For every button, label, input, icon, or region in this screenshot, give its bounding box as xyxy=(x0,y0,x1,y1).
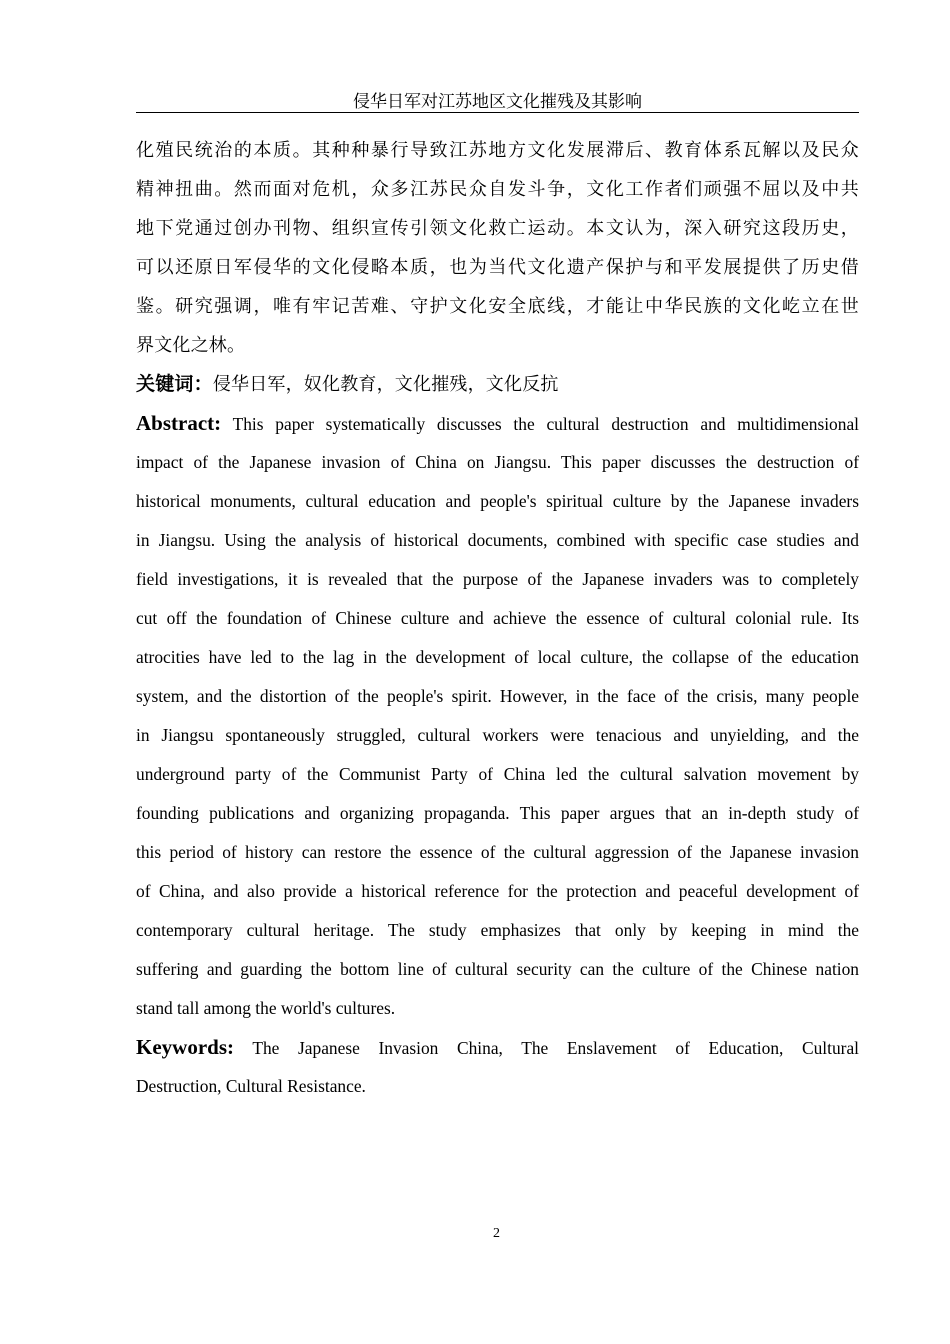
text-line: impact of the Japanese invasion of China on Jiangsu. This paper discusses the destruction of xyxy=(136,452,859,472)
text-line: historical monuments, cultural education and people's spiritual culture by the Japanese invaders xyxy=(136,491,859,511)
text-line: 界文化之林。 xyxy=(136,335,246,355)
text-line: atrocities have led to the lag in the development of local culture, the collapse of the education xyxy=(136,647,859,667)
abstract-label: Abstract: xyxy=(136,411,222,435)
chinese-abstract xyxy=(136,131,859,365)
text-line: contemporary cultural heritage. The study emphasizes that only by keeping in mind the xyxy=(136,920,859,940)
keywords-label: Keywords: xyxy=(136,1035,234,1059)
text-span: The Japanese Invasion China, The Enslavement of Education, Cultural xyxy=(234,1038,859,1058)
text-line: stand tall among the world's cultures. xyxy=(136,998,396,1018)
text-line: Destruction, Cultural Resistance. xyxy=(136,1076,366,1096)
text-line xyxy=(136,404,859,443)
text-line xyxy=(136,1028,859,1067)
text-line: in Jiangsu. Using the analysis of historical documents, combined with specific case studies and xyxy=(136,530,859,550)
text-line: founding publications and organizing propaganda. This paper argues that an in-depth study of xyxy=(136,803,859,823)
english-abstract xyxy=(136,404,859,1028)
text-line: field investigations, it is revealed that the purpose of the Japanese invaders was to completely xyxy=(136,569,859,589)
chinese-keywords xyxy=(136,365,859,404)
text-line: suffering and guarding the bottom line of cultural security can the culture of the Chinese nation xyxy=(136,959,859,979)
keywords-label: 关键词： xyxy=(136,374,213,395)
text-line: system, and the distortion of the people's spirit. However, in the face of the crisis, many people xyxy=(136,686,859,706)
text-line: cut off the foundation of Chinese culture and achieve the essence of cultural colonial rule. Its xyxy=(136,608,859,628)
text-line: 地下党通过创办刊物、组织宣传引领文化救亡运动。本文认为，深入研究这段历史， xyxy=(136,218,859,238)
text-line: this period of history can restore the essence of the cultural aggression of the Japanese invasion xyxy=(136,842,859,862)
english-keywords xyxy=(136,1028,859,1106)
page-body xyxy=(136,131,859,1106)
running-header: 侵华日军对江苏地区文化摧残及其影响 xyxy=(136,90,859,113)
keywords-text: 侵华日军，奴化教育，文化摧残，文化反抗 xyxy=(212,374,559,394)
text-line: 化殖民统治的本质。其种种暴行导致江苏地方文化发展滞后、教育体系瓦解以及民众 xyxy=(136,140,859,160)
text-line: 可以还原日军侵华的文化侵略本质，也为当代文化遗产保护与和平发展提供了历史借 xyxy=(136,257,859,277)
text-line: 精神扭曲。然而面对危机，众多江苏民众自发斗争，文化工作者们顽强不屈以及中共 xyxy=(136,179,859,199)
text-line: 鉴。研究强调，唯有牢记苦难、守护文化安全底线，才能让中华民族的文化屹立在世 xyxy=(136,296,859,316)
text-line: underground party of the Communist Party of China led the cultural salvation movement by xyxy=(136,764,859,784)
text-span: This paper systematically discusses the cultural destruction and multidimensional xyxy=(221,414,859,434)
page-number: 2 xyxy=(493,1226,500,1241)
text-line: in Jiangsu spontaneously struggled, cultural workers were tenacious and unyielding, and the xyxy=(136,725,859,745)
text-line: of China, and also provide a historical reference for the protection and peaceful development of xyxy=(136,881,859,901)
